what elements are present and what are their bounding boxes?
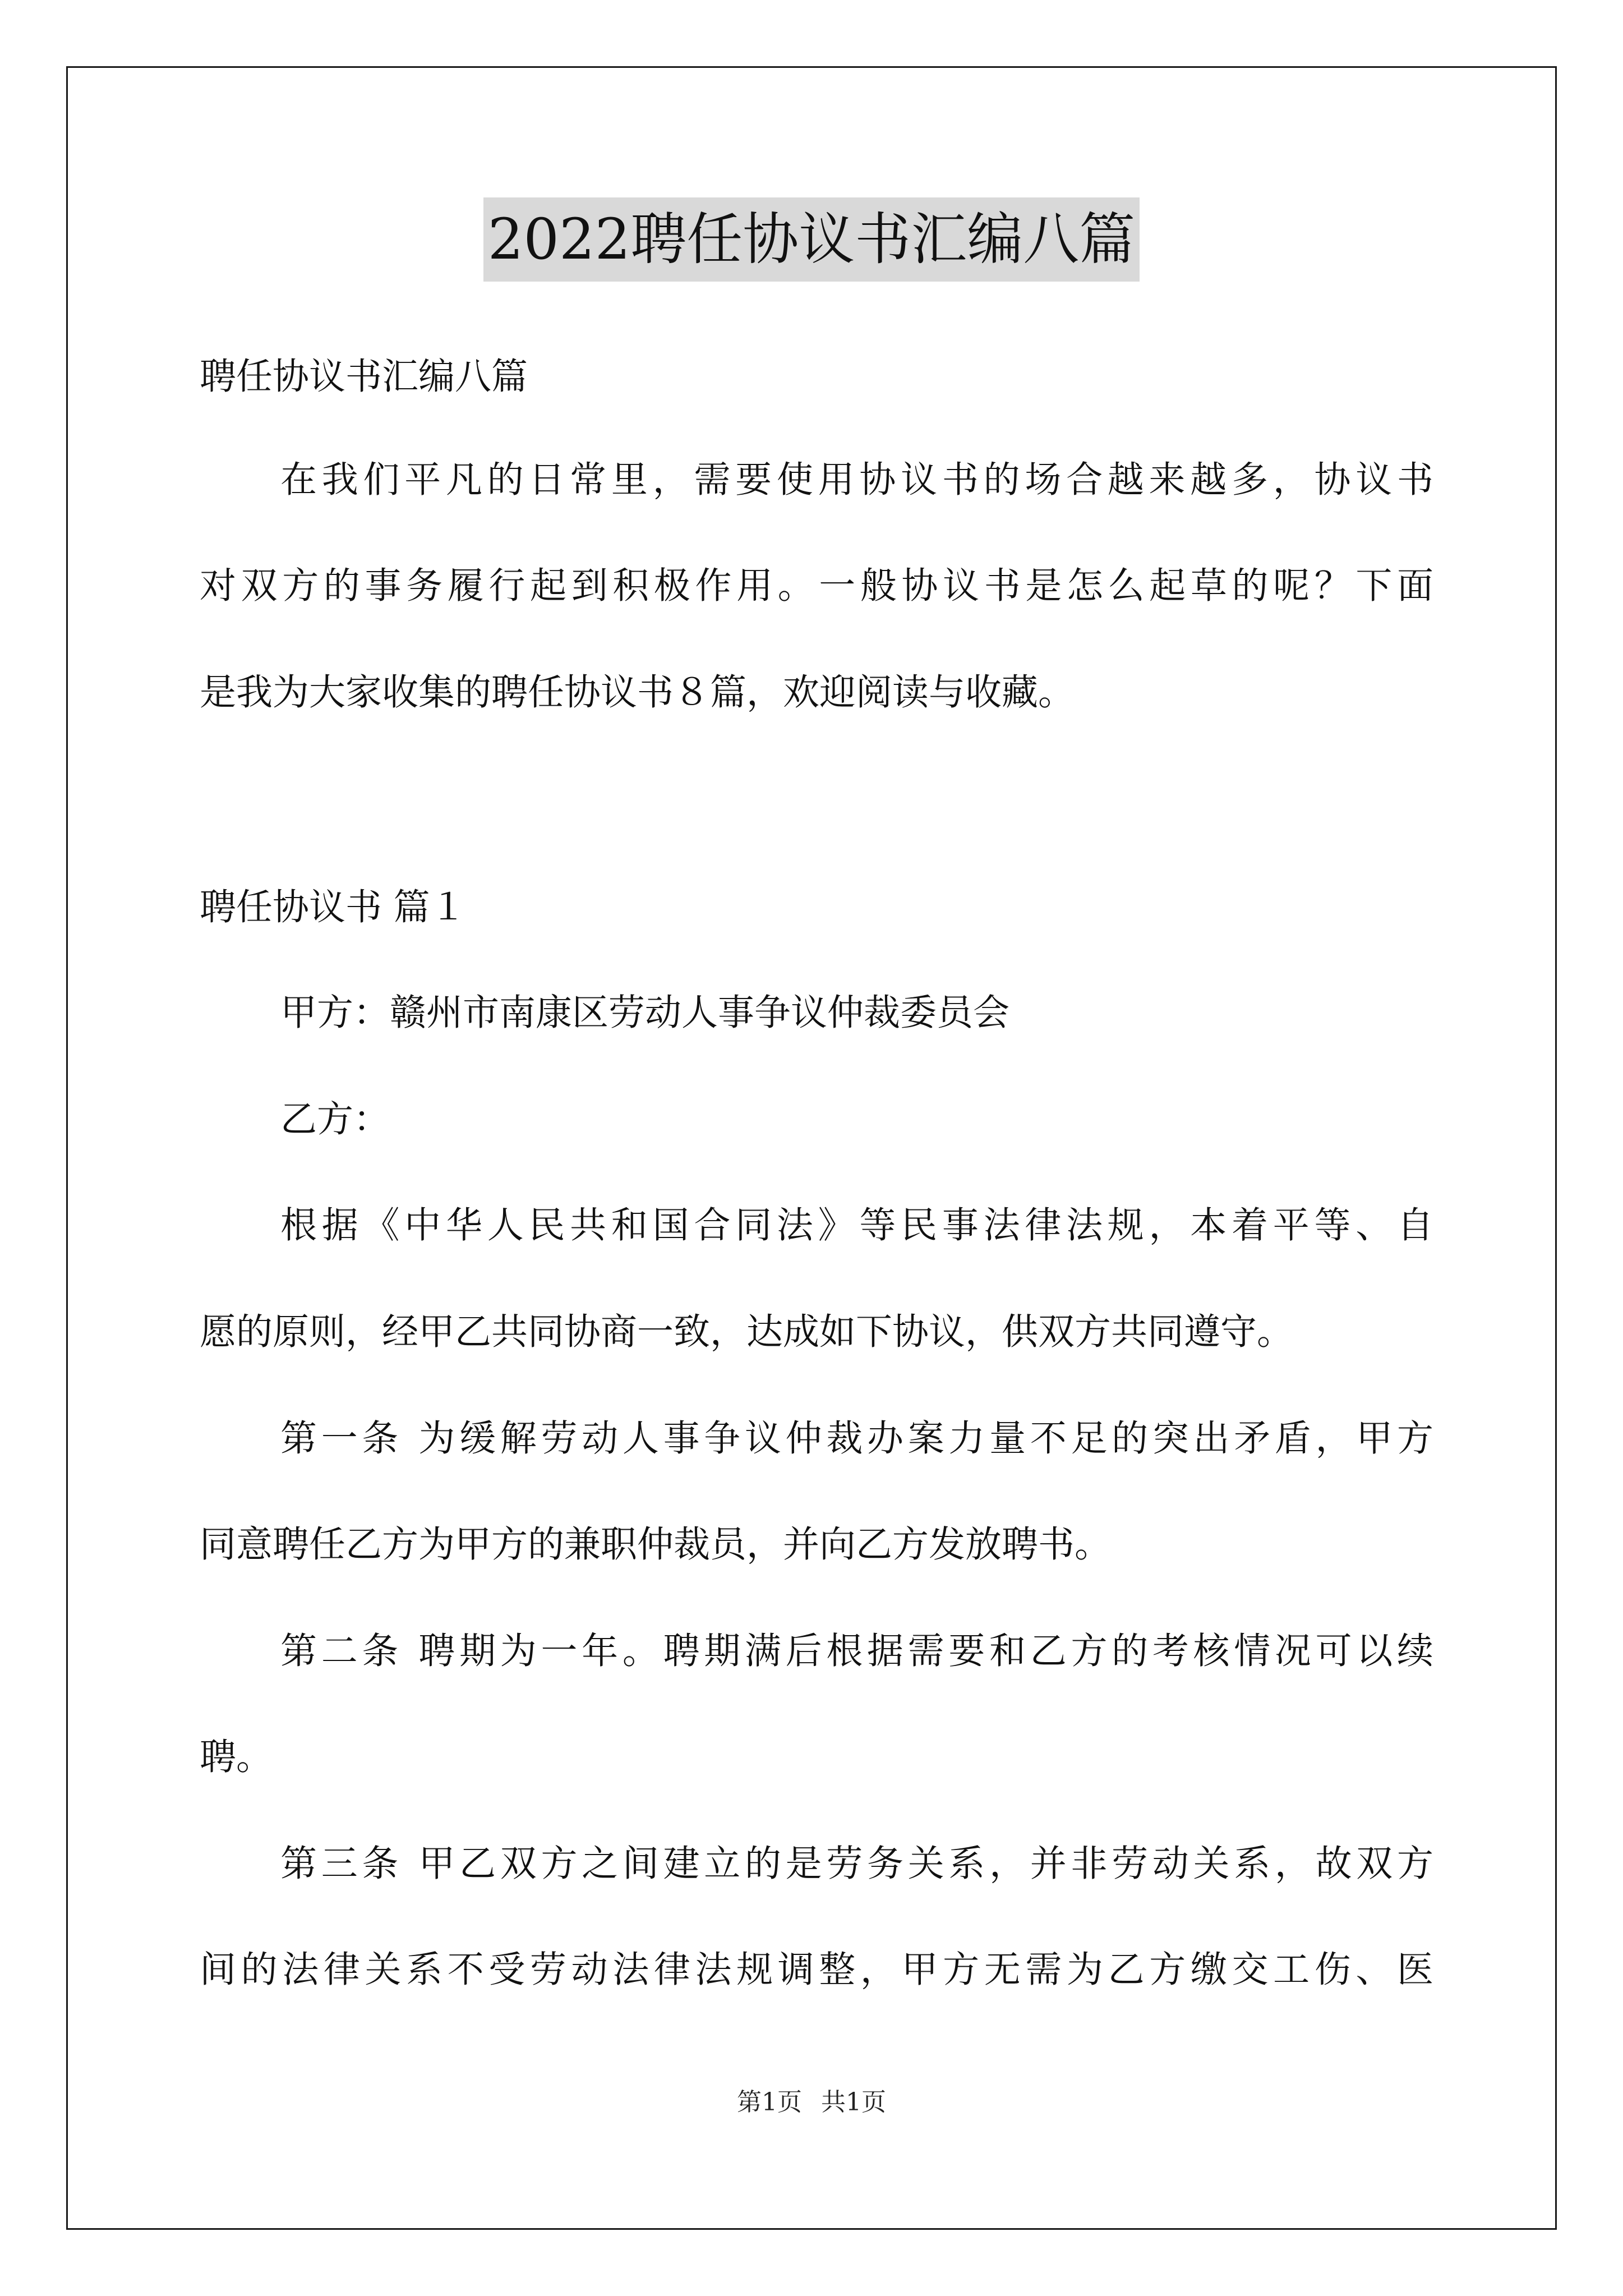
article-2-line-2: 聘。 — [200, 1736, 273, 1778]
page-number: 第1页 — [737, 2088, 802, 2116]
intro-line-3: 是我为大家收集的聘任协议书８篇，欢迎阅读与收藏。 — [200, 671, 1075, 714]
article-1-line-1: 第一条 为缓解劳动人事争议仲裁办案力量不足的突出矛盾，甲方 — [280, 1418, 1433, 1460]
article-2-line-1: 第二条 聘期为一年。聘期满后根据需要和乙方的考核情况可以续 — [280, 1630, 1433, 1672]
preamble-line-1: 根据《中华人民共和国合同法》等民事法律法规，本着平等、自 — [280, 1204, 1433, 1246]
section-heading: 聘任协议书 篇１ — [200, 886, 467, 928]
party-b: 乙方： — [280, 1098, 390, 1140]
article-3-line-2: 间的法律关系不受劳动法律法规调整，甲方无需为乙方缴交工伤、医 — [200, 1949, 1433, 1991]
page-total: 共1页 — [821, 2088, 886, 2116]
intro-line-2: 对双方的事务履行起到积极作用。一般协议书是怎么起草的呢？下面 — [200, 565, 1433, 607]
document-title: 2022聘任协议书汇编八篇 — [483, 197, 1140, 282]
article-1-line-2: 同意聘任乙方为甲方的兼职仲裁员，并向乙方发放聘书。 — [200, 1524, 1112, 1566]
intro-line-1: 在我们平凡的日常里，需要使用协议书的场合越来越多，协议书 — [280, 459, 1433, 501]
document-subtitle: 聘任协议书汇编八篇 — [200, 356, 528, 398]
preamble-line-2: 愿的原则，经甲乙共同协商一致，达成如下协议，供双方共同遵守。 — [200, 1311, 1294, 1353]
title-container — [0, 197, 1623, 282]
party-a: 甲方：赣州市南康区劳动人事争议仲裁委员会 — [280, 992, 1010, 1034]
article-3-line-1: 第三条 甲乙双方之间建立的是劳务关系，并非劳动关系，故双方 — [280, 1843, 1433, 1885]
page-footer — [0, 2086, 1623, 2119]
